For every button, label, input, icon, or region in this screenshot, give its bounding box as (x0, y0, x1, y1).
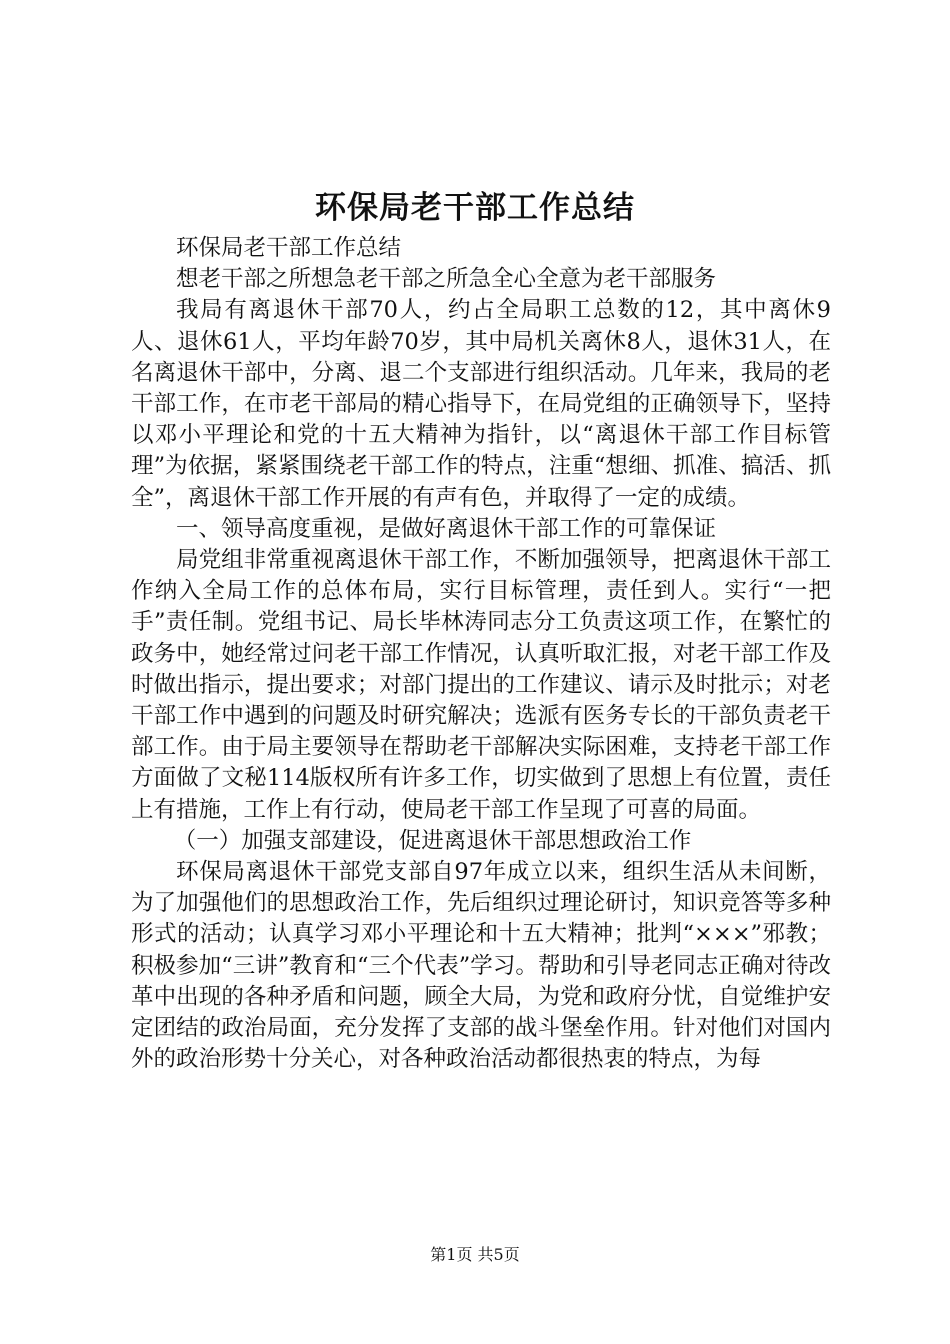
document-title: 环保局老干部工作总结 (315, 190, 635, 226)
section-heading-1: 一、领导高度重视，是做好离退休干部工作的可靠保证 (176, 515, 717, 542)
paragraph-leadership: 局党组非常重视离退休干部工作，不断加强领导，把离退休干部工作纳入全局工作的总体布局，实行目标管理，责任到人。实行“一把手”责任制。党组书记、局长毕林涛同志分工负责这项工作，在繁忙的政务中，她经常过问老干部工作情况，认真听取汇报，对老干部工作及时做出指示，提出要求；对部门提出的工作建议、请示及时批示；对老干部工作中遇到的问题及时研究解决；选派有医务专长的干部负责老干部工作。由于局主要领导在帮助老干部解决实际困难，支持老干部工作方面做了文秘114版权所有许多工作，切实做到了思想上有位置，责任上有措施，工作上有行动，使局老干部工作呈现了可喜的局面。 (131, 547, 831, 823)
page-footer: 第1页 共5页 (430, 1245, 520, 1264)
paragraph-slogan: 想老干部之所想急老干部之所急全心全意为老干部服务 (176, 266, 717, 293)
paragraph-overview: 我局有离退休干部70人，约占全局职工总数的12，其中离休9人、退休61人，平均年龄70岁，其中局机关离休8人，退休31人，在名离退休干部中，分离、退二个支部进行组织活动。几年来，我局的老干部工作，在市老干部局的精心指导下，在局党组的正确领导下，坚持以邓小平理论和党的十五大精神为指针，以“离退休干部工作目标管理”为依据，紧紧围绕老干部工作的特点，注重“想细、抓准、搞活、抓全”，离退休干部工作开展的有声有色，并取得了一定的成绩。 (131, 297, 831, 511)
document-body (131, 233, 831, 1075)
subsection-heading-1: （一）加强支部建设，促进离退休干部思想政治工作 (173, 827, 692, 854)
paragraph-subtitle: 环保局老干部工作总结 (176, 235, 402, 261)
paragraph-branch-building: 环保局离退休干部党支部自97年成立以来，组织生活从未间断，为了加强他们的思想政治工作，先后组织过理论研讨，知识竞答等多种形式的活动；认真学习邓小平理论和十五大精神；批判“×××”邪教；积极参加“三讲”教育和“三个代表”学习。帮助和引导老同志正确对待改革中出现的各种矛盾和问题，顾全大局，为党和政府分忧，自觉维护安定团结的政治局面，充分发挥了支部的战斗堡垒作用。针对他们对国内外的政治形势十分关心，对各种政治活动都很热衷的特点，为每 (131, 859, 831, 1073)
